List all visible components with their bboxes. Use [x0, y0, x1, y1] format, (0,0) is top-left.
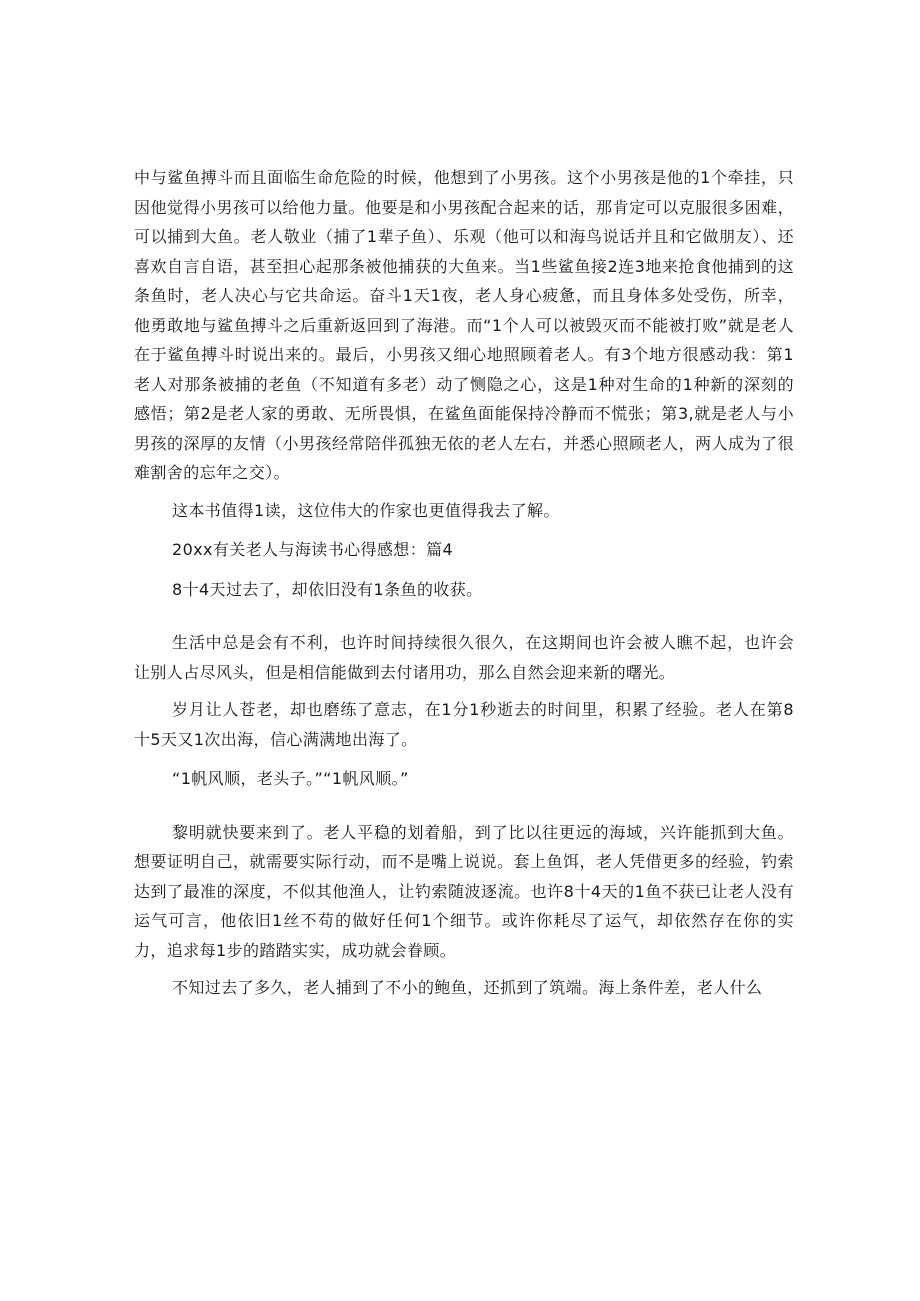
paragraph-opening: 8十4天过去了，却依旧没有1条鱼的收获。 [172, 579, 483, 599]
paragraph-dawn: 黎明就快要来到了。老人平稳的划着船，到了比以往更远的海域，兴许能抓到大鱼。想要证明自己，就需要实际行动，而不是嘴上说说。套上鱼饵，老人凭借更多的经验，钓索达到了最准的深度，不似其他渔人，让钓索随波逐流。也许8十4天的1鱼不获已让老人没有运气可言，他依旧1丝不苟的做好任何1个细节。或许你耗尽了运气，却依然存在你的实力，追求每1步的踏踏实实，成功就会眷顾。 [134, 822, 794, 960]
section-heading: 20xx有关老人与海读书心得感想：篇4 [172, 540, 454, 559]
paragraph-catch: 不知过去了多久，老人捕到了不小的鲍鱼，还抓到了筑端。海上条件差，老人什么 [172, 978, 763, 997]
paragraph-years: 岁月让人苍老，却也磨练了意志，在1分1秒逝去的时间里，积累了经验。老人在第8十5天又1次出海，信心满满地出海了。 [134, 700, 794, 749]
paragraph-life: 生活中总是会有不利，也许时间持续很久很久，在这期间也许会被人瞧不起，也许会让别人占尽风头，但是相信能做到去付诸用功，那么自然会迎来新的曙光。 [134, 633, 794, 682]
paragraph-dialogue: “1帆风顺，老头子。”“1帆风顺。” [172, 769, 409, 788]
paragraph-continued: 中与鲨鱼搏斗而且面临生命危险的时候，他想到了小男孩。这个小男孩是他的1个牵挂，只因他觉得小男孩可以给他力量。他要是和小男孩配合起来的话，那肯定可以克服很多困难，可以捕到大鱼。老人敬业（捕了1辈子鱼）、乐观（他可以和海鸟说话并且和它做朋友）、还喜欢自言自语，甚至担心起那条被他捕获的大鱼来。当1些鲨鱼接2连3地来抢食他捕到的这条鱼时，老人决心与它共命运。奋斗1天1夜，老人身心疲惫，而且身体多处受伤，所幸，他勇敢地与鲨鱼搏斗之后重新返回到了海港。而“1个人可以被毁灭而不能被打败”就是老人在于鲨鱼搏斗时说出来的。最后，小男孩又细心地照顾着老人。有3个地方很感动我：第1老人对那条被捕的老鱼（不知道有多老）动了恻隐之心，这是1种对生命的1种新的深刻的感悟；第2是老人家的勇敢、无所畏惧，在鲨鱼面能保持冷静而不慌张；第3,就是老人与小男孩的深厚的友情（小男孩经常陪伴孤独无依的老人左右，并悉心照顾老人，两人成为了很难割舍的忘年之交）。 [134, 168, 794, 482]
paragraph-recommendation: 这本书值得1读，这位伟大的作家也更值得我去了解。 [172, 500, 560, 520]
document-body [134, 163, 794, 1003]
